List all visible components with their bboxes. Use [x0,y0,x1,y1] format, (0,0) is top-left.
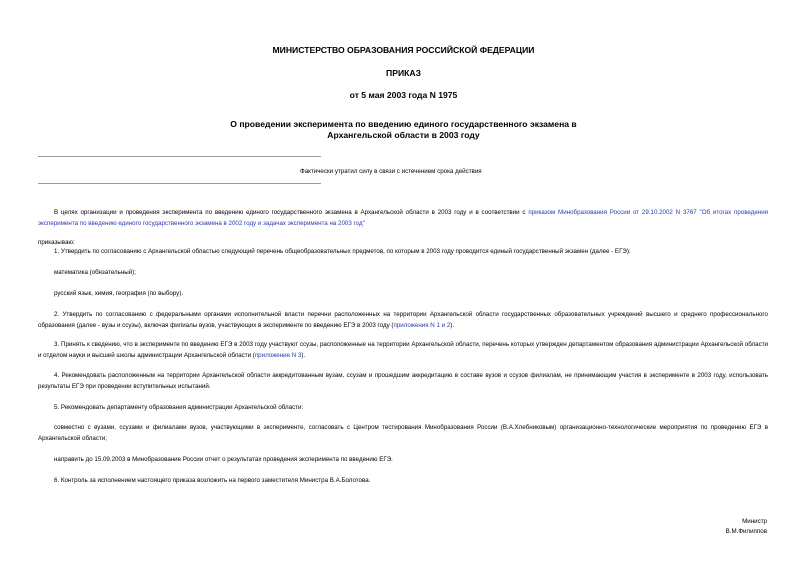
item-1-electives: русский язык, химия, география (по выбору). [54,290,184,297]
divider-bottom [38,183,321,184]
status-note: Фактически утратил силу в связи с истечением срока действия [300,168,482,175]
divider-top [38,156,321,157]
item-3 [38,340,768,361]
order-3767-link[interactable]: приказом Минобразования России от 29.10.2002 N 3767 "Об итогах проведения эксперимента по введению единого государственного экзамена в 2002 году и задачах эксперимента на 2003 год" [38,209,769,227]
item-5-report: направить до 15.09.2003 в Минобразование России отчет о результатах проведения эксперимента по введению ЕГЭ. [54,456,393,463]
appendix-1-2-link[interactable]: приложения N 1 и 2 [393,321,451,329]
ministry-heading: МИНИСТЕРСТВО ОБРАЗОВАНИЯ РОССИЙСКОЙ ФЕДЕРАЦИИ [272,45,535,55]
item-1-math: математика (обязательный); [54,269,136,276]
order-word: приказываю: [38,239,75,246]
item-3-text: 3. Принять к сведению, что в эксперименте по введению ЕГЭ в 2003 году участвуют ссузы, расположенные на территории Архангельской области, перечень которых утвержден департаментом образования администрации Архангельской области и отделом науки и высшей школы администрации Архангельской области ( [38,341,768,359]
item-2 [38,310,768,331]
intro-paragraph [38,208,768,229]
item-2-end: ). [450,321,455,329]
item-1: 1. Утвердить по согласованию с Архангельской областью следующий перечень общеобразовательных предметов, по которым в 2003 году проводится единый государственный экзамен (далее - ЕГЭ): [54,248,631,255]
item-3-end: ). [301,351,306,359]
item-2-text: 2. Утвердить по согласованию с федеральными органами исполнительной власти перечни расположенных на территории Архангельской области государственных образовательных учреждений высшего и среднего профессионального образования (далее - вузы и ссузы), включая филиалы вузов, участвующих в эксперименте по введению ЕГЭ в 2003 году ( [38,311,768,329]
intro-text: В целях организации и проведения эксперимента по введению единого государственного экзамена в Архангельской области в 2003 году и в соответствии с [54,209,529,216]
document-date-number: от 5 мая 2003 года N 1975 [349,90,458,100]
item-5-coordinate: совместно с вузами, ссузами и филиалами вузов, участвующими в эксперименте, согласовать с Центром тестирования Минобразования России (В.А.Хлебниковым) организационно-технологические мероприятия по проведению ЕГЭ в Архангельской области; [38,424,768,442]
signatory-position: Министр [742,518,767,525]
document-type: ПРИКАЗ [386,68,421,78]
document-title-line-2: Архангельской области в 2003 году [327,130,480,140]
item-5: 5. Рекомендовать департаменту образования администрации Архангельской области: [54,404,304,411]
item-4: 4. Рекомендовать расположенным на территории Архангельской области аккредитованным вузам, ссузам и прошедшим аккредитацию в составе вузов и ссузов филиалам, не принимающим участия в эксперименте в 2003 году, использовать результаты ЕГЭ при проведении вступительных испытаний. [38,372,768,390]
item-6: 6. Контроль за исполнением настоящего приказа возложить на первого заместителя Министра В.А.Болотова. [54,477,371,484]
signatory-name: В.М.Филиппов [725,528,767,535]
document-title-line-1: О проведении эксперимента по введению единого государственного экзамена в [230,119,577,129]
appendix-3-link[interactable]: приложение N 3 [254,351,302,359]
